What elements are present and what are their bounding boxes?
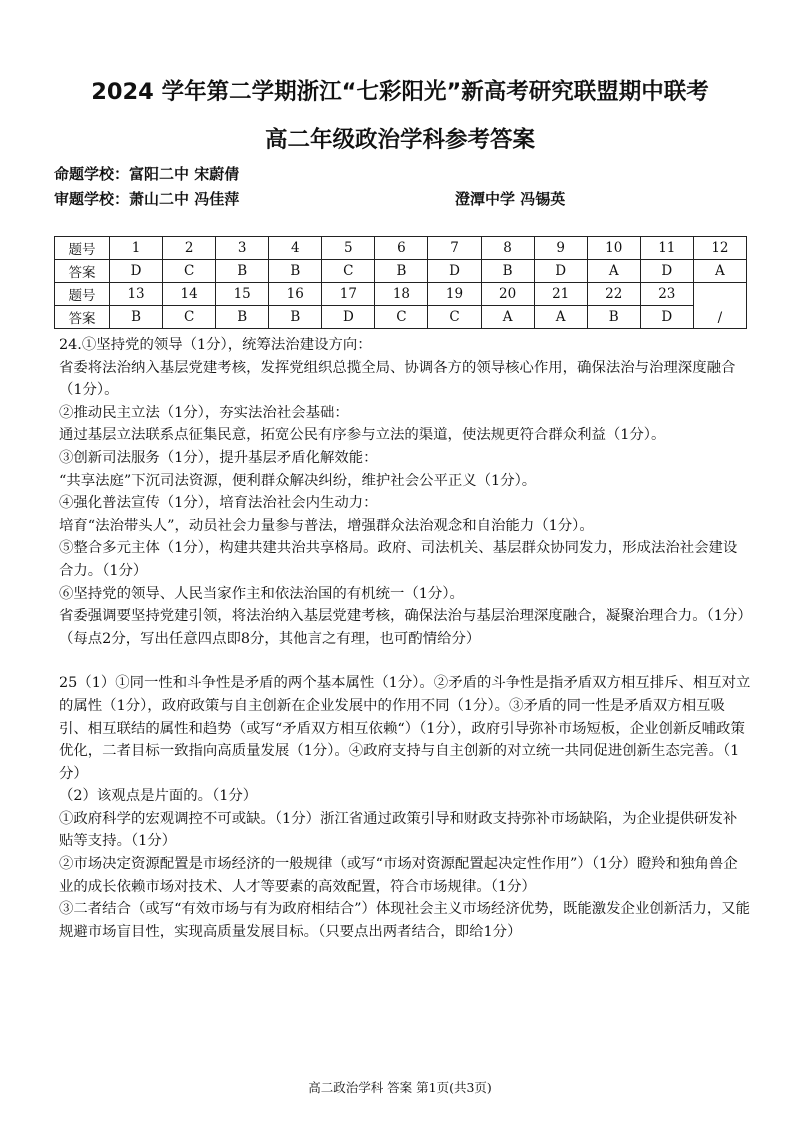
q24-point-4-heading: ④强化普法宣传（1分），培育法治社会内生动力： (59, 495, 378, 512)
table-cell: 13 (110, 283, 163, 306)
table-cell: 8 (481, 237, 534, 260)
table-cell: D (640, 306, 693, 329)
question-label: 题号 (55, 237, 110, 260)
table-cell: 11 (640, 237, 693, 260)
table-cell: 17 (322, 283, 375, 306)
table-cell: B (269, 306, 322, 329)
table-cell: B (216, 306, 269, 329)
table-row-answer-1 (55, 260, 747, 283)
q25-part-2-point-3: ③二者结合（或写“有效市场与有为政府相结合”）体现社会主义市场经济优势，既能激发企业创新活力，又能规避市场盲目性，实现高质量发展目标。（只要点出两者结合，即给1分） (59, 901, 751, 940)
answer-label: 答案 (55, 306, 110, 329)
table-cell: C (163, 306, 216, 329)
q24-point-3-text: “共享法庭”下沉司法资源，便利群众解决纠纷，维护社会公平正义（1分）。 (59, 472, 537, 489)
q25-part-2-point-1: ①政府科学的宏观调控不可或缺。（1分）浙江省通过政策引导和财政支持弥补市场缺陷，为企业提供研发补贴等支持。（1分） (59, 810, 738, 850)
table-cell: 14 (163, 283, 216, 306)
table-cell: D (110, 260, 163, 283)
table-cell: 20 (481, 283, 534, 306)
table-cell: 2 (163, 237, 216, 260)
answer-body (59, 334, 751, 943)
table-cell: 23 (640, 283, 693, 306)
table-cell: 1 (110, 237, 163, 260)
table-cell: 18 (375, 283, 428, 306)
table-cell: 9 (534, 237, 587, 260)
table-cell: B (587, 306, 640, 329)
q24-point-2-text: 通过基层立法联系点征集民意，拓宽公民有序参与立法的渠道，使法规更符合群众利益（1分）。 (59, 427, 666, 444)
q25-part-2-point-2: ②市场决定资源配置是市场经济的一般规律（或写“市场对资源配置起决定性作用”）（1分）瞪羚和独角兽企业的成长依赖市场对技术、人才等要素的高效配置，符合市场规律。（1分） (59, 856, 738, 895)
table-cell: 22 (587, 283, 640, 306)
q25-part-2-heading: （2）该观点是片面的。（1分） (59, 788, 258, 805)
q24-point-1-heading: 24.①坚持党的领导（1分），统筹法治建设方向： (59, 337, 372, 353)
table-cell: B (375, 260, 428, 283)
q24-point-5: ⑤整合多元主体（1分），构建共建共治共享格局。政府、司法机关、基层群众协同发力，形成法治社会建设合力。（1分） (59, 540, 738, 579)
table-cell: D (322, 306, 375, 329)
table-cell: B (216, 260, 269, 283)
table-cell: A (534, 306, 587, 329)
q24-point-6-text: 省委强调要坚持党建引领，将法治纳入基层党建考核，确保法治与基层治理深度融合，凝聚治理合力。（1分） (59, 608, 752, 625)
answer-label: 答案 (55, 260, 110, 283)
q24-point-1-text: 省委将法治纳入基层党建考核，发挥党组织总揽全局、协调各方的领导核心作用，确保法治与治理深度融合（1分）。 (59, 359, 736, 399)
table-cell: A (481, 306, 534, 329)
page-title: 2024 学年第二学期浙江“七彩阳光”新高考研究联盟期中联考 (91, 79, 709, 105)
table-cell: C (163, 260, 216, 283)
table-cell: A (693, 260, 746, 283)
reviewer-line-2: 澄潭中学 冯锡英 (455, 190, 566, 208)
q24-point-6-heading: ⑥坚持党的领导、人民当家作主和依法治国的有机统一（1分）。 (59, 585, 464, 602)
table-cell: C (375, 306, 428, 329)
table-cell: 12 (693, 237, 746, 260)
section-gap (59, 650, 751, 672)
table-cell: B (110, 306, 163, 329)
answer-table (54, 236, 747, 329)
table-cell: 7 (428, 237, 481, 260)
table-cell: 15 (216, 283, 269, 306)
table-cell: 16 (269, 283, 322, 306)
question-label: 题号 (55, 283, 110, 306)
page-footer: 高二政治学科 答案 第1页(共3页) (308, 1080, 492, 1095)
table-cell: 5 (322, 237, 375, 260)
q24-point-2-heading: ②推动民主立法（1分），夯实法治社会基础： (59, 404, 349, 421)
q24-scoring-note: （每点2分，写出任意四点即8分，其他言之有理，也可酌情给分） (59, 630, 481, 647)
table-cell: B (481, 260, 534, 283)
table-cell: C (322, 260, 375, 283)
table-cell: 3 (216, 237, 269, 260)
table-row-answer-2 (55, 306, 747, 329)
table-cell: 10 (587, 237, 640, 260)
table-cell: C (428, 306, 481, 329)
table-cell: B (269, 260, 322, 283)
table-row-question-2 (55, 283, 747, 306)
slash-cell: / (693, 283, 746, 329)
table-cell: 6 (375, 237, 428, 260)
table-cell: D (428, 260, 481, 283)
table-cell: 19 (428, 283, 481, 306)
table-cell: D (534, 260, 587, 283)
page-subtitle: 高二年级政治学科参考答案 (264, 127, 535, 153)
table-cell: A (587, 260, 640, 283)
reviewer-line: 审题学校：萧山二中 冯佳萍 (54, 190, 240, 208)
q24-point-4-text: 培育“法治带头人”，动员社会力量参与普法，增强群众法治观念和自治能力（1分）。 (59, 517, 594, 534)
table-cell: 4 (269, 237, 322, 260)
table-cell: 21 (534, 283, 587, 306)
setter-line: 命题学校：富阳二中 宋蔚倩 (54, 165, 240, 183)
q24-point-3-heading: ③创新司法服务（1分），提升基层矛盾化解效能： (59, 449, 378, 466)
table-row-question-1 (55, 237, 747, 260)
q25-part-1: 25（1）①同一性和斗争性是矛盾的两个基本属性（1分）。②矛盾的斗争性是指矛盾双方相互排斥、相互对立的属性（1分），政府政策与自主创新在企业发展中的作用不同（1分）。③矛盾的同一性是矛盾双方相互吸引、相互联结的属性和趋势（或写“矛盾双方相互依赖“）（1分），政府引导弥补市场短板，企业创新反哺政策优化，二者目标一致指向高质量发展（1分）。④政府支持与自主创新的对立统一共同促进创新生态完善。（1分） (59, 675, 751, 782)
table-cell: D (640, 260, 693, 283)
